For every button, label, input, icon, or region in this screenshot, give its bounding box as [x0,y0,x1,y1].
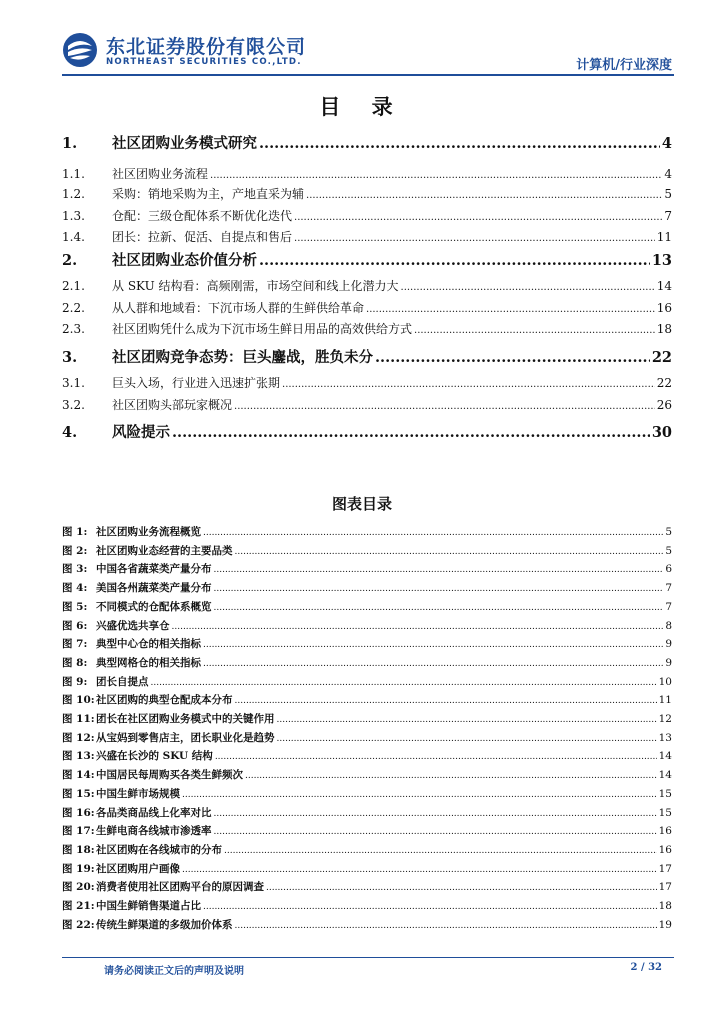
figure-entry[interactable] [62,842,672,857]
figure-leader-dots [214,563,664,575]
toc-leader-dots [294,230,655,244]
figure-entry-page: 9 [665,638,672,651]
figure-entry-page: 14 [658,769,672,782]
figure-entry-title: 社区团购用户画像 [96,862,180,875]
figure-entry-page: 11 [658,694,672,707]
figure-entry-page: 15 [658,787,672,800]
toc-leader-dots [259,135,660,152]
toc-entry-title: 团长：拉新、促活、自提点和售后 [112,230,293,244]
toc-entry-title: 社区团购头部玩家概况 [112,398,233,412]
footer-page-number: 2 / 32 [630,962,662,973]
figure-entry-title: 社区团购业态经营的主要品类 [96,544,233,557]
toc-entry-number: 1. [62,135,78,152]
toc-section-entry[interactable] [62,228,672,245]
toc-leader-dots [414,322,655,336]
figure-entry[interactable] [62,636,672,651]
figure-entry-number: 图 9: [62,675,88,688]
figure-entry-title: 从宝妈到零售店主，团长职业化是趋势 [96,731,275,744]
toc-chapter-entry[interactable] [62,249,672,270]
figure-entry-title: 中国各省蔬菜类产量分布 [96,563,212,576]
figure-entry-page: 5 [665,544,672,557]
toc-section-entry[interactable] [62,165,672,182]
figure-entry[interactable] [62,823,672,838]
toc-section-entry[interactable] [62,396,672,413]
toc-entry-number: 1.2. [62,187,85,201]
figure-entry-number: 图 10: [62,694,95,707]
figure-leader-dots [277,732,657,744]
toc-entry-number: 2.3. [62,322,85,336]
toc-entry-page: 4 [664,167,672,181]
figure-entry[interactable] [62,879,672,894]
toc-leader-dots [306,187,662,201]
figure-entry-number: 图 6: [62,619,88,632]
figure-entry-number: 图 1: [62,526,88,538]
figure-leader-dots [214,582,664,594]
figure-entry-page: 8 [665,619,672,632]
figure-entry-page: 13 [658,731,672,744]
toc-entry-title: 社区团购业务流程 [112,167,209,181]
toc-entry-number: 3.1. [62,376,85,390]
toc-leader-dots [259,252,650,269]
figure-entry-page: 6 [665,563,672,576]
toc-entry-title: 采购：销地采购为主，产地直采为辅 [112,187,305,201]
figure-leader-dots [215,750,657,762]
figure-entry-page: 12 [658,713,672,725]
figure-entry-title: 典型中心仓的相关指标 [96,638,201,651]
figure-entry[interactable] [62,524,672,539]
figure-entry-title: 消费者使用社区团购平台的原因调查 [96,881,264,894]
toc-entry-number: 3.2. [62,398,85,412]
figure-entry-title: 中国生鲜销售渠道占比 [96,900,201,912]
figure-entry-page: 17 [658,862,672,875]
toc-entry-page: 22 [651,349,672,366]
toc-entry-title: 社区团购业务模式研究 [112,135,257,152]
figure-entry-page: 17 [658,881,672,894]
toc-chapter-entry[interactable] [62,132,672,153]
figure-entry-page: 14 [658,750,672,763]
figure-entry-title: 不同模式的仓配体系概览 [96,600,212,613]
figure-entry-title: 中国生鲜市场规模 [96,787,180,800]
toc-entry-page: 16 [656,301,672,315]
figure-entry-page: 19 [658,918,672,931]
toc-entry-page: 14 [656,279,672,293]
figure-entry-title: 团长在社区团购业务模式中的关键作用 [96,713,275,725]
toc-entry-title: 从人群和地域看：下沉市场人群的生鲜供给革命 [112,301,365,315]
figure-entry[interactable] [62,730,672,745]
figure-entry-number: 图 22: [62,918,95,931]
figure-leader-dots [277,713,657,725]
figure-entry[interactable] [62,861,672,876]
figure-entry[interactable] [62,599,672,614]
toc-entry-page: 30 [651,424,672,441]
figure-entry-page: 5 [665,526,672,538]
figure-entry-number: 图 11: [62,713,95,725]
toc-entry-page: 11 [656,230,672,244]
figure-entry-number: 图 16: [62,806,95,819]
toc-section-entry[interactable] [62,207,672,224]
toc-entry-number: 2. [62,252,78,269]
toc-entry-page: 18 [656,322,672,336]
toc-leader-dots [210,167,662,181]
toc-section-entry[interactable] [62,277,672,294]
figure-entry-number: 图 20: [62,881,95,894]
figure-entry-page: 10 [658,675,672,688]
footer-disclaimer: 请务必阅读正文后的声明及说明 [104,966,244,977]
figure-entry-title: 美国各州蔬菜类产量分布 [96,582,212,595]
toc-entry-title: 社区团购凭什么成为下沉市场生鲜日用品的高效供给方式 [112,322,413,336]
figure-entry-number: 图 17: [62,825,95,838]
toc-section-entry[interactable] [62,320,672,337]
figure-entry[interactable] [62,898,672,913]
figure-entry-title: 传统生鲜渠道的多级加价体系 [96,918,233,931]
figure-entry-number: 图 8: [62,656,88,669]
toc-leader-dots [366,301,655,315]
figure-entry-page: 18 [658,900,672,912]
figure-leader-dots [235,919,657,931]
toc-entry-number: 2.1. [62,279,85,293]
figure-entry-number: 图 3: [62,563,88,576]
figure-entry-page: 9 [665,656,672,669]
figure-entry[interactable] [62,674,672,689]
toc-leader-dots [294,209,662,223]
figure-entry[interactable] [62,767,672,782]
header-divider [62,74,674,76]
figure-entry-title: 社区团购业务流程概览 [96,526,201,538]
company-name-en: NORTHEAST SECURITIES CO.,LTD. [106,57,302,67]
figure-leader-dots [203,526,663,538]
figure-leader-dots [182,863,657,875]
figure-entry[interactable] [62,805,672,820]
figure-leader-dots [245,769,657,781]
toc-leader-dots [234,398,655,412]
figure-entry-page: 15 [658,806,672,819]
figure-entry-title: 社区团购的典型仓配成本分布 [96,694,233,707]
toc-entry-title: 巨头入场，行业进入迅速扩张期 [112,376,281,390]
toc-entry-page: 4 [661,135,672,152]
toc-entry-title: 社区团购竞争态势：巨头鏖战，胜负未分 [112,349,373,366]
figure-leader-dots [172,620,664,632]
figure-leader-dots [203,900,657,912]
toc-entry-page: 13 [651,252,672,269]
figure-entry-number: 图 13: [62,750,95,763]
figures-title: 图表目录 [331,495,392,513]
figure-entry-number: 图 5: [62,600,88,613]
toc-entry-page: 26 [656,398,672,412]
figure-entry-title: 中国居民每周购买各类生鲜频次 [96,769,243,782]
figure-entry[interactable] [62,786,672,801]
figure-leader-dots [151,676,657,688]
figure-entry-number: 图 14: [62,769,95,782]
toc-section-entry[interactable] [62,299,672,316]
figure-entry[interactable] [62,692,672,707]
toc-leader-dots [282,376,655,390]
figure-entry[interactable] [62,711,672,726]
figure-entry[interactable] [62,917,672,932]
figure-leader-dots [235,694,657,706]
toc-entry-page: 22 [656,376,672,390]
figure-entry-title: 各品类商品线上化率对比 [96,806,212,819]
toc-entry-title: 从 SKU 结构看：高频刚需，市场空间和线上化潜力大 [112,279,399,293]
figure-entry-title: 团长自提点 [96,675,149,688]
page-header [62,30,672,73]
company-name-cn: 东北证券股份有限公司 [106,36,307,58]
toc-entry-number: 2.2. [62,301,85,315]
toc-chapter-entry[interactable] [62,346,672,367]
figure-leader-dots [214,807,657,819]
figure-entry-number: 图 21: [62,900,95,912]
figure-entry-page: 16 [658,843,672,856]
toc-leader-dots [375,349,650,366]
toc-entry-number: 1.3. [62,209,85,223]
figure-entry[interactable] [62,618,672,633]
figure-entry[interactable] [62,561,672,576]
figure-entry-page: 7 [665,600,672,613]
figure-entry-title: 兴盛优选共享仓 [96,619,170,632]
figure-entry[interactable] [62,748,672,763]
figure-entry-number: 图 7: [62,638,88,651]
toc-entry-number: 1.1. [62,167,85,181]
figure-entry-number: 图 19: [62,862,95,875]
report-type: 计算机/行业深度 [576,58,672,73]
figure-leader-dots [235,545,664,557]
toc-entry-title: 风险提示 [112,424,170,441]
figure-entry-page: 7 [665,582,672,595]
figure-entry-title: 生鲜电商各线城市渗透率 [96,825,212,838]
figure-entry-title: 社区团购在各线城市的分布 [96,843,222,856]
figure-leader-dots [203,657,663,669]
toc-entry-number: 3. [62,349,78,366]
toc-entry-number: 4. [62,424,78,441]
figure-leader-dots [266,881,657,893]
figure-leader-dots [203,638,663,650]
figure-entry-number: 图 12: [62,731,95,744]
figure-entry-number: 图 4: [62,582,88,595]
figure-entry-page: 16 [658,825,672,838]
figure-entry-title: 兴盛在长沙的 SKU 结构 [96,750,213,763]
toc-entry-page: 7 [664,209,672,223]
company-logo-icon [62,32,98,68]
toc-leader-dots [172,424,650,441]
toc-entry-title: 社区团购业态价值分析 [112,252,257,269]
figure-entry-number: 图 15: [62,787,95,800]
toc-entry-number: 1.4. [62,230,85,244]
toc-section-entry[interactable] [62,374,672,391]
toc-chapter-entry[interactable] [62,421,672,442]
toc-title: 目 录 [319,94,405,119]
figure-leader-dots [224,844,657,856]
figure-entry-number: 图 2: [62,544,88,557]
toc-section-entry[interactable] [62,185,672,202]
figure-entry-number: 图 18: [62,843,95,856]
figure-leader-dots [182,788,657,800]
figure-leader-dots [214,825,657,837]
figure-entry-title: 典型网格仓的相关指标 [96,656,201,669]
toc-entry-page: 5 [664,187,672,201]
figure-leader-dots [214,601,664,613]
footer-divider [62,957,674,958]
figure-entry[interactable] [62,655,672,670]
toc-leader-dots [401,279,655,293]
figure-entry[interactable] [62,580,672,595]
figure-entry[interactable] [62,543,672,558]
toc-entry-title: 仓配：三级仓配体系不断优化迭代 [112,209,293,223]
